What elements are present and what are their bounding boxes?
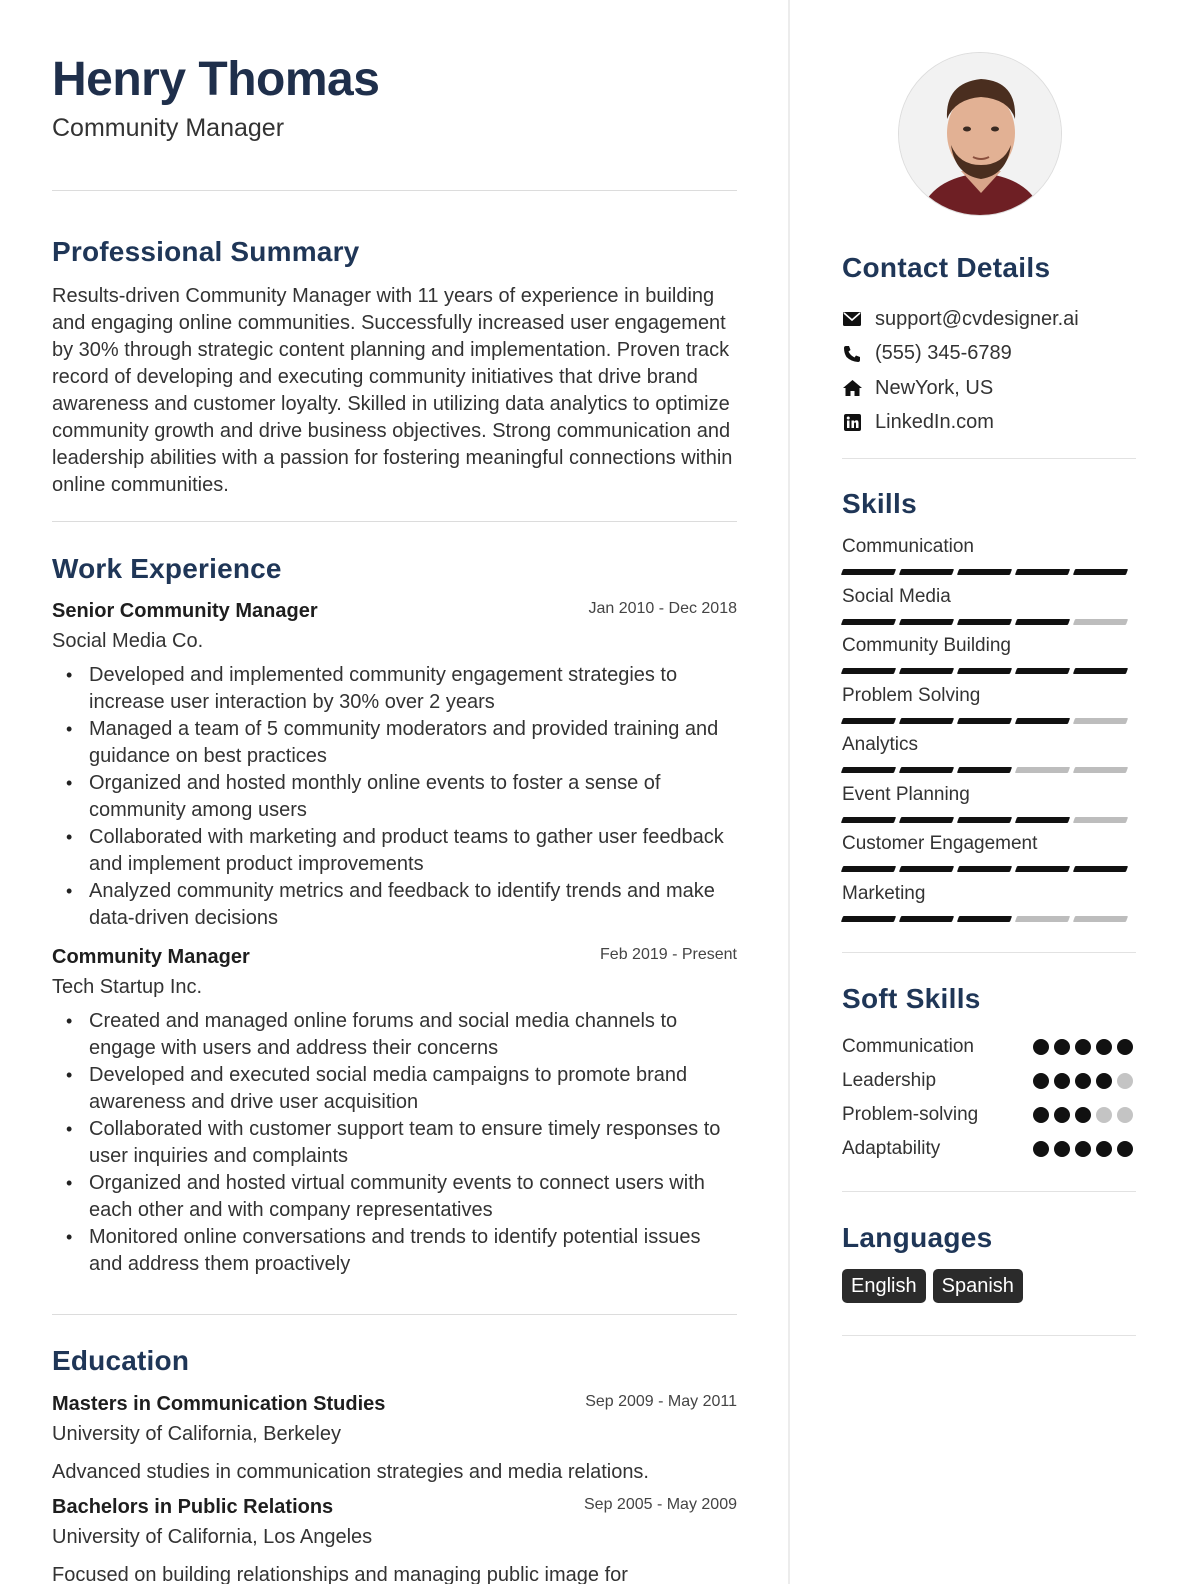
rating-dot: [1033, 1141, 1049, 1157]
skill-level-segment: [899, 668, 954, 674]
skill-level-segment: [841, 619, 896, 625]
skill-level-segment: [1073, 569, 1128, 575]
skill-level-segment: [899, 619, 954, 625]
job-bullet: • Monitored online conversations and trends to identify potential issues and address them proactively: [52, 1224, 737, 1277]
skill-level-segment: [1073, 619, 1128, 625]
skill-item: [842, 584, 1136, 634]
soft-skill-name: Problem-solving: [842, 1104, 979, 1125]
header-divider: [52, 190, 737, 191]
education-entry: [52, 1496, 737, 1584]
skill-level-segment: [957, 718, 1012, 724]
experience-title: Work Experience: [52, 553, 282, 584]
rating-dot: [1054, 1039, 1070, 1055]
education-description: Advanced studies in communication strategies and media relations.: [52, 1461, 649, 1483]
education-title: Education: [52, 1345, 190, 1376]
skill-level-segment: [957, 668, 1012, 674]
job-title: Senior Community Manager: [52, 600, 318, 622]
column-divider: [788, 0, 790, 1584]
skill-level-bar: [842, 767, 1136, 773]
job-bullet: • Organized and hosted virtual community events to connect users with each other and with company representatives: [52, 1170, 737, 1223]
skill-level-segment: [957, 767, 1012, 773]
soft-skills-list: [842, 1030, 1136, 1166]
rating-dot: [1075, 1073, 1091, 1089]
skill-level-bar: [842, 866, 1136, 872]
rating-dot: [1117, 1141, 1133, 1157]
rating-dot: [1033, 1073, 1049, 1089]
skill-level-segment: [841, 668, 896, 674]
avatar: [898, 52, 1062, 216]
skill-level-segment: [1073, 866, 1128, 872]
skill-level-segment: [1073, 817, 1128, 823]
contact-divider: [842, 458, 1136, 459]
summary-title: Professional Summary: [52, 236, 360, 267]
rating-dot: [1075, 1141, 1091, 1157]
skill-level-segment: [1015, 866, 1070, 872]
experience-divider: [52, 1314, 737, 1315]
soft-skill-name: Leadership: [842, 1070, 937, 1091]
skill-level-segment: [1015, 668, 1070, 674]
skills-title: Skills: [842, 488, 917, 519]
skill-level-segment: [841, 569, 896, 575]
soft-skill-rating: [1033, 1141, 1133, 1157]
skill-name: Marketing: [842, 882, 926, 904]
education-entry: [52, 1393, 737, 1485]
soft-skills-divider: [842, 1191, 1136, 1192]
skill-level-segment: [957, 817, 1012, 823]
job-dates: Jan 2010 - Dec 2018: [588, 600, 737, 617]
envelope-icon: [842, 309, 862, 329]
skill-level-segment: [1073, 767, 1128, 773]
skill-item: [842, 633, 1136, 683]
skill-level-segment: [1073, 668, 1128, 674]
skill-level-segment: [957, 619, 1012, 625]
language-badge: English: [842, 1269, 926, 1303]
rating-dot: [1096, 1039, 1112, 1055]
skill-name: Analytics: [842, 734, 919, 755]
school-name: University of California, Los Angeles: [52, 1526, 373, 1548]
job-bullets: [52, 1008, 737, 1277]
rating-dot: [1096, 1107, 1112, 1123]
job-bullet: • Managed a team of 5 community moderators and provided training and guidance on best practices: [52, 716, 737, 769]
skill-level-segment: [1073, 718, 1128, 724]
skill-item: [842, 732, 1136, 782]
skill-level-segment: [841, 718, 896, 724]
candidate-role: Community Manager: [52, 114, 285, 142]
school-name: University of California, Berkeley: [52, 1423, 341, 1445]
job-bullets: [52, 662, 737, 931]
skill-level-segment: [899, 569, 954, 575]
soft-skill-item: [842, 1098, 1136, 1132]
job-entry: [52, 946, 737, 1278]
soft-skill-item: [842, 1132, 1136, 1166]
rating-dot: [1117, 1107, 1133, 1123]
skill-level-segment: [1015, 569, 1070, 575]
skill-level-segment: [899, 866, 954, 872]
job-bullet: • Developed and executed social media campaigns to promote brand awareness and drive user acquisition: [52, 1062, 737, 1115]
linkedin-icon: [842, 413, 862, 433]
skill-item: [842, 534, 1136, 584]
skill-level-segment: [957, 569, 1012, 575]
skill-level-bar: [842, 569, 1136, 575]
summary-divider: [52, 521, 737, 522]
skill-level-segment: [1015, 916, 1070, 922]
skill-level-segment: [841, 866, 896, 872]
job-bullet: • Collaborated with customer support team to ensure timely responses to user inquiries and complaints: [52, 1116, 737, 1169]
skill-level-segment: [841, 817, 896, 823]
skill-level-segment: [957, 866, 1012, 872]
rating-dot: [1054, 1107, 1070, 1123]
education-dates: Sep 2005 - May 2009: [584, 1496, 737, 1513]
skill-level-segment: [1015, 619, 1070, 625]
skill-level-bar: [842, 718, 1136, 724]
skill-name: Event Planning: [842, 783, 970, 805]
skill-level-segment: [1015, 767, 1070, 773]
skill-level-segment: [957, 916, 1012, 922]
job-bullet: • Organized and hosted monthly online events to foster a sense of community among users: [52, 770, 737, 823]
skill-level-segment: [841, 767, 896, 773]
rating-dot: [1117, 1039, 1133, 1055]
summary-text: Results-driven Community Manager with 11 years of experience in building and engaging online communities. Successfully increased user engagement by 30% through strategic content planning and implementation. Proven track record of developing and executing community initiatives that drive brand awareness and customer loyalty. Skilled in utilizing data analytics to optimize community growth and drive business objectives. Strong communication and leadership abilities with a passion for fostering meaningful connections within online communities.: [52, 285, 733, 496]
job-bullet: • Developed and implemented community engagement strategies to increase user interaction by 30% over 2 years: [52, 662, 737, 715]
skill-name: Community Building: [842, 635, 1011, 656]
language-badge: Spanish: [933, 1269, 1023, 1303]
skill-level-bar: [842, 668, 1136, 674]
skill-level-segment: [899, 916, 954, 922]
soft-skill-rating: [1033, 1107, 1133, 1123]
skill-level-bar: [842, 916, 1136, 922]
job-bullet: • Created and managed online forums and social media channels to engage with users and address their concerns: [52, 1008, 737, 1061]
languages-list: [842, 1269, 1023, 1303]
rating-dot: [1075, 1039, 1091, 1055]
phone-icon: [842, 344, 862, 364]
education-dates: Sep 2009 - May 2011: [585, 1393, 737, 1410]
languages-title: Languages: [842, 1222, 993, 1253]
rating-dot: [1117, 1073, 1133, 1089]
soft-skills-title: Soft Skills: [842, 983, 981, 1014]
degree-title: Bachelors in Public Relations: [52, 1496, 334, 1518]
skill-item: [842, 831, 1136, 881]
languages-divider: [842, 1335, 1136, 1336]
soft-skill-item: [842, 1030, 1136, 1064]
degree-title: Masters in Communication Studies: [52, 1393, 386, 1415]
skills-divider: [842, 952, 1136, 953]
job-company: Social Media Co.: [52, 630, 204, 652]
job-bullet: • Analyzed community metrics and feedback to identify trends and make data-driven decisions: [52, 878, 737, 931]
skill-item: [842, 782, 1136, 832]
skills-list: [842, 534, 1136, 930]
soft-skill-rating: [1033, 1039, 1133, 1055]
skill-level-segment: [1073, 916, 1128, 922]
skill-level-segment: [841, 916, 896, 922]
contact-title: Contact Details: [842, 252, 1051, 283]
soft-skill-name: Adaptability: [842, 1138, 941, 1159]
skill-level-bar: [842, 817, 1136, 823]
skill-level-bar: [842, 619, 1136, 625]
skill-level-segment: [899, 817, 954, 823]
skill-name: Social Media: [842, 585, 951, 607]
skill-level-segment: [1015, 718, 1070, 724]
contact-email-text: support@cvdesigner.ai: [875, 307, 1079, 330]
contact-location: [842, 371, 1136, 406]
skill-name: Customer Engagement: [842, 833, 1038, 854]
rating-dot: [1033, 1107, 1049, 1123]
soft-skill-item: [842, 1064, 1136, 1098]
rating-dot: [1075, 1107, 1091, 1123]
candidate-name: Henry Thomas: [52, 53, 380, 106]
job-entry: [52, 600, 737, 932]
job-company: Tech Startup Inc.: [52, 976, 203, 998]
contact-phone-text: (555) 345-6789: [875, 342, 1012, 365]
rating-dot: [1054, 1141, 1070, 1157]
contact-email[interactable]: [842, 302, 1136, 337]
skill-level-segment: [899, 718, 954, 724]
skill-name: Communication: [842, 536, 974, 557]
skill-item: [842, 881, 1136, 931]
skill-name: Problem Solving: [842, 684, 981, 706]
job-bullet: • Collaborated with marketing and product teams to gather user feedback and implement product improvements: [52, 824, 737, 877]
rating-dot: [1033, 1039, 1049, 1055]
soft-skill-name: Communication: [842, 1036, 974, 1057]
skill-item: [842, 683, 1136, 733]
contact-list: [842, 302, 1136, 440]
contact-phone[interactable]: [842, 337, 1136, 372]
contact-linkedin-text: LinkedIn.com: [875, 411, 994, 434]
skill-level-segment: [899, 767, 954, 773]
home-icon: [842, 378, 862, 398]
contact-linkedin[interactable]: [842, 406, 1136, 441]
contact-location-text: NewYork, US: [875, 376, 994, 399]
rating-dot: [1096, 1141, 1112, 1157]
job-title: Community Manager: [52, 946, 250, 968]
job-dates: Feb 2019 - Present: [600, 946, 737, 963]
skill-level-segment: [1015, 817, 1070, 823]
soft-skill-rating: [1033, 1073, 1133, 1089]
education-description: Focused on building relationships and managing public image for: [52, 1564, 628, 1584]
rating-dot: [1054, 1073, 1070, 1089]
rating-dot: [1096, 1073, 1112, 1089]
